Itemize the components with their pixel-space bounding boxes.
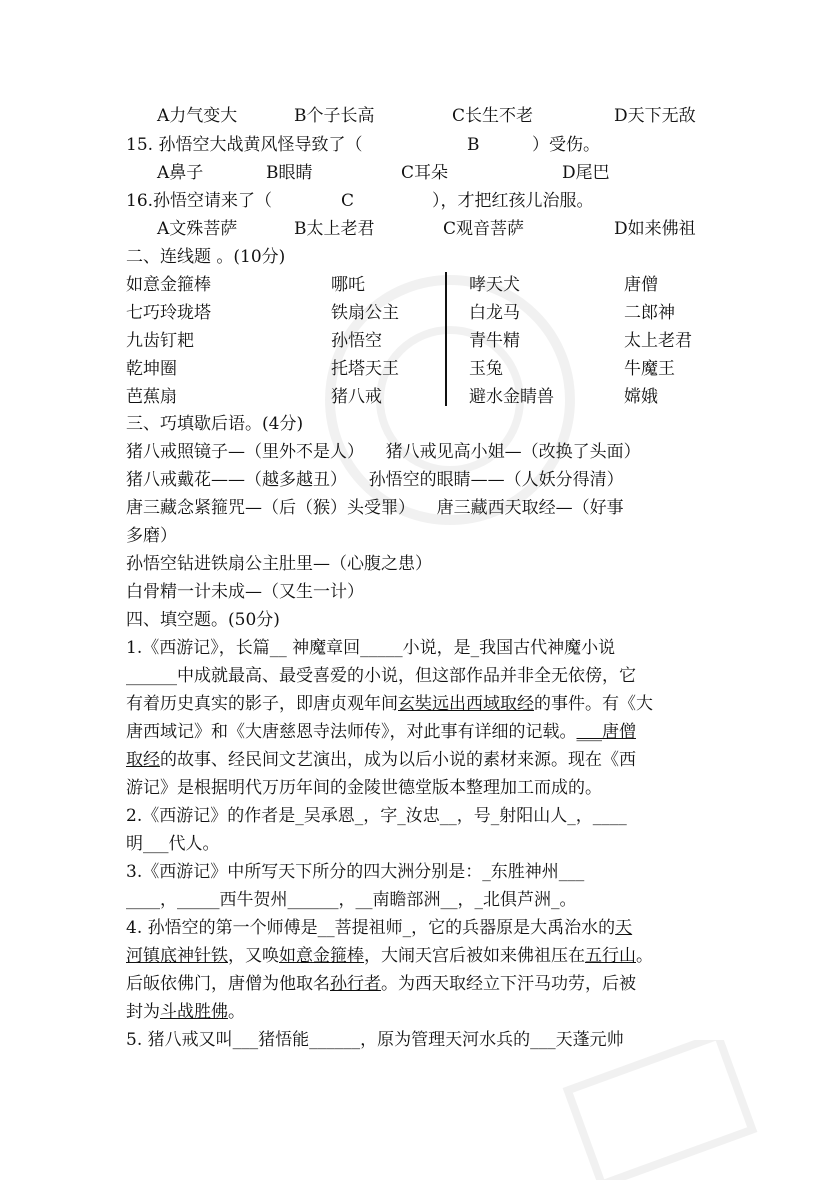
answer-underlined: 五行山 [585,946,636,966]
q16-option-b: B太上老君 [294,219,375,239]
section4-title: 四、填空题。(50分) [126,610,280,630]
match-col3-item: 玉兔 [469,359,503,379]
match-col3-item: 青牛精 [469,331,520,351]
fill-q4-line: 河镇底神针铁，又唤如意金箍棒，大闹天宫后被如来佛祖压在五行山。 [126,946,653,966]
q15-option-b: B眼睛 [266,163,313,183]
match-col4-item: 唐僧 [624,275,658,295]
match-col2-item: 铁扇公主 [331,303,399,323]
q16-stem: 16.孙悟空请来了（ [126,191,273,211]
q15-option-a: A鼻子 [157,163,204,183]
xiehouyu-line: 猪八戒戴花——（越多越丑） 孙悟空的眼睛——（人妖分得清） [126,470,624,490]
match-col4-item: 二郎神 [624,303,675,323]
answer-underlined: 天 [615,918,633,938]
match-col1-item: 七巧玲珑塔 [126,303,211,323]
match-col2-item: 哪吒 [331,275,365,295]
fill-q4-line: 后皈依佛门，唐僧为他取名孙行者。为西天取经立下汗马功劳，后被 [126,974,636,994]
fill-q1-line: ______中成就最高、最受喜爱的小说，但这部作品并非全无依傍，它 [126,666,636,686]
q16-option-d: D如来佛祖 [614,219,696,239]
match-col3-item: 哮天犬 [469,275,520,295]
fill-q1-line: 唐西域记》和《大唐慈恩寺法师传》，对此事有详细的记载。___唐僧 [126,722,636,742]
q16-option-c: C观音菩萨 [443,219,525,239]
fill-q2-line: 明___代人。 [126,834,220,854]
match-col4-item: 太上老君 [624,331,692,351]
q14-option-b: B个子长高 [294,106,375,126]
match-col1-item: 乾坤圈 [126,359,177,379]
answer-underlined: 斗战胜佛 [160,1002,228,1022]
section3-title: 三、巧填歇后语。(4分) [126,414,304,434]
q15-answer: B [467,135,480,155]
match-col4-item: 嫦娥 [624,387,658,407]
match-col1-item: 九齿钉耙 [126,331,194,351]
match-col1-item: 芭蕉扇 [126,387,177,407]
fill-q3-line: 3.《西游记》中所写天下所分的四大洲分别是：_东胜神州___ [126,862,585,882]
xiehouyu-line: 白骨精一计未成—（又生一计） [126,582,364,602]
xiehouyu-line: 多磨） [126,526,177,546]
xiehouyu-line: 孙悟空钻进铁扇公主肚里—（心腹之患） [126,554,432,574]
column-divider [445,272,447,406]
q15-tail: ）受伤。 [532,135,600,155]
q14-option-d: D天下无敌 [614,106,696,126]
match-col3-item: 避水金睛兽 [469,387,554,407]
fill-q3-line: ____，_____西牛贺州______，__南瞻部洲__，_北俱芦洲_。 [126,890,577,910]
answer-underlined: ___唐僧 [576,722,636,742]
xiehouyu-line: 唐三藏念紧箍咒—（后（猴）头受罪） 唐三藏西天取经—（好事 [126,498,624,518]
fill-q2-line: 2.《西游记》的作者是_吴承恩_，字_汝忠__，号_射阳山人_，____ [126,806,627,826]
answer-underlined: 玄奘远出西域取经 [398,694,534,714]
xiehouyu-line: 猪八戒照镜子—（里外不是人） 猪八戒见高小姐—（改换了头面） [126,442,641,462]
match-col3-item: 白龙马 [469,303,520,323]
q15-option-c: C耳朵 [401,163,449,183]
q14-option-a: A力气变大 [157,106,238,126]
fill-q1-line: 游记》是根据明代万历年间的金陵世德堂版本整理加工而成的。 [126,778,602,798]
section2-title: 二、连线题 。(10分) [126,247,286,267]
fill-q1-line: 1.《西游记》，长篇__ 神魔章回_____小说，是_我国古代神魔小说 [126,638,616,658]
fill-q4-line: 4. 孙悟空的第一个师傅是__菩提祖师_，它的兵器原是大禹治水的天 [126,918,633,938]
match-col1-item: 如意金箍棒 [126,275,211,295]
fill-q1-line: 取经的故事、经民间文艺演出，成为以后小说的素材来源。现在《西 [126,750,636,770]
match-col2-item: 孙悟空 [331,331,382,351]
answer-underlined: 河镇底神针铁 [126,946,228,966]
answer-underlined: 取经 [126,750,160,770]
q16-answer: C [341,191,355,211]
answer-underlined: 孙行者 [330,974,381,994]
match-col2-item: 托塔天王 [331,359,399,379]
fill-q4-line: 封为斗战胜佛。 [126,1002,245,1022]
fill-q5-line: 5. 猪八戒又叫___猪悟能______，原为管理天河水兵的___天蓬元帅 [126,1030,624,1050]
q15-stem: 15. 孙悟空大战黄风怪导致了（ [126,135,363,155]
watermark-corner [560,1040,760,1180]
match-col4-item: 牛魔王 [624,359,675,379]
q16-option-a: A文殊菩萨 [157,219,238,239]
q14-option-c: C长生不老 [452,106,534,126]
fill-q1-line: 有着历史真实的影子，即唐贞观年间玄奘远出西域取经的事件。有《大 [126,694,653,714]
answer-underlined: 如意金箍棒 [279,946,364,966]
match-col2-item: 猪八戒 [331,387,382,407]
q15-option-d: D尾巴 [562,163,610,183]
q16-tail: ），才把红孩儿治服。 [432,191,594,211]
